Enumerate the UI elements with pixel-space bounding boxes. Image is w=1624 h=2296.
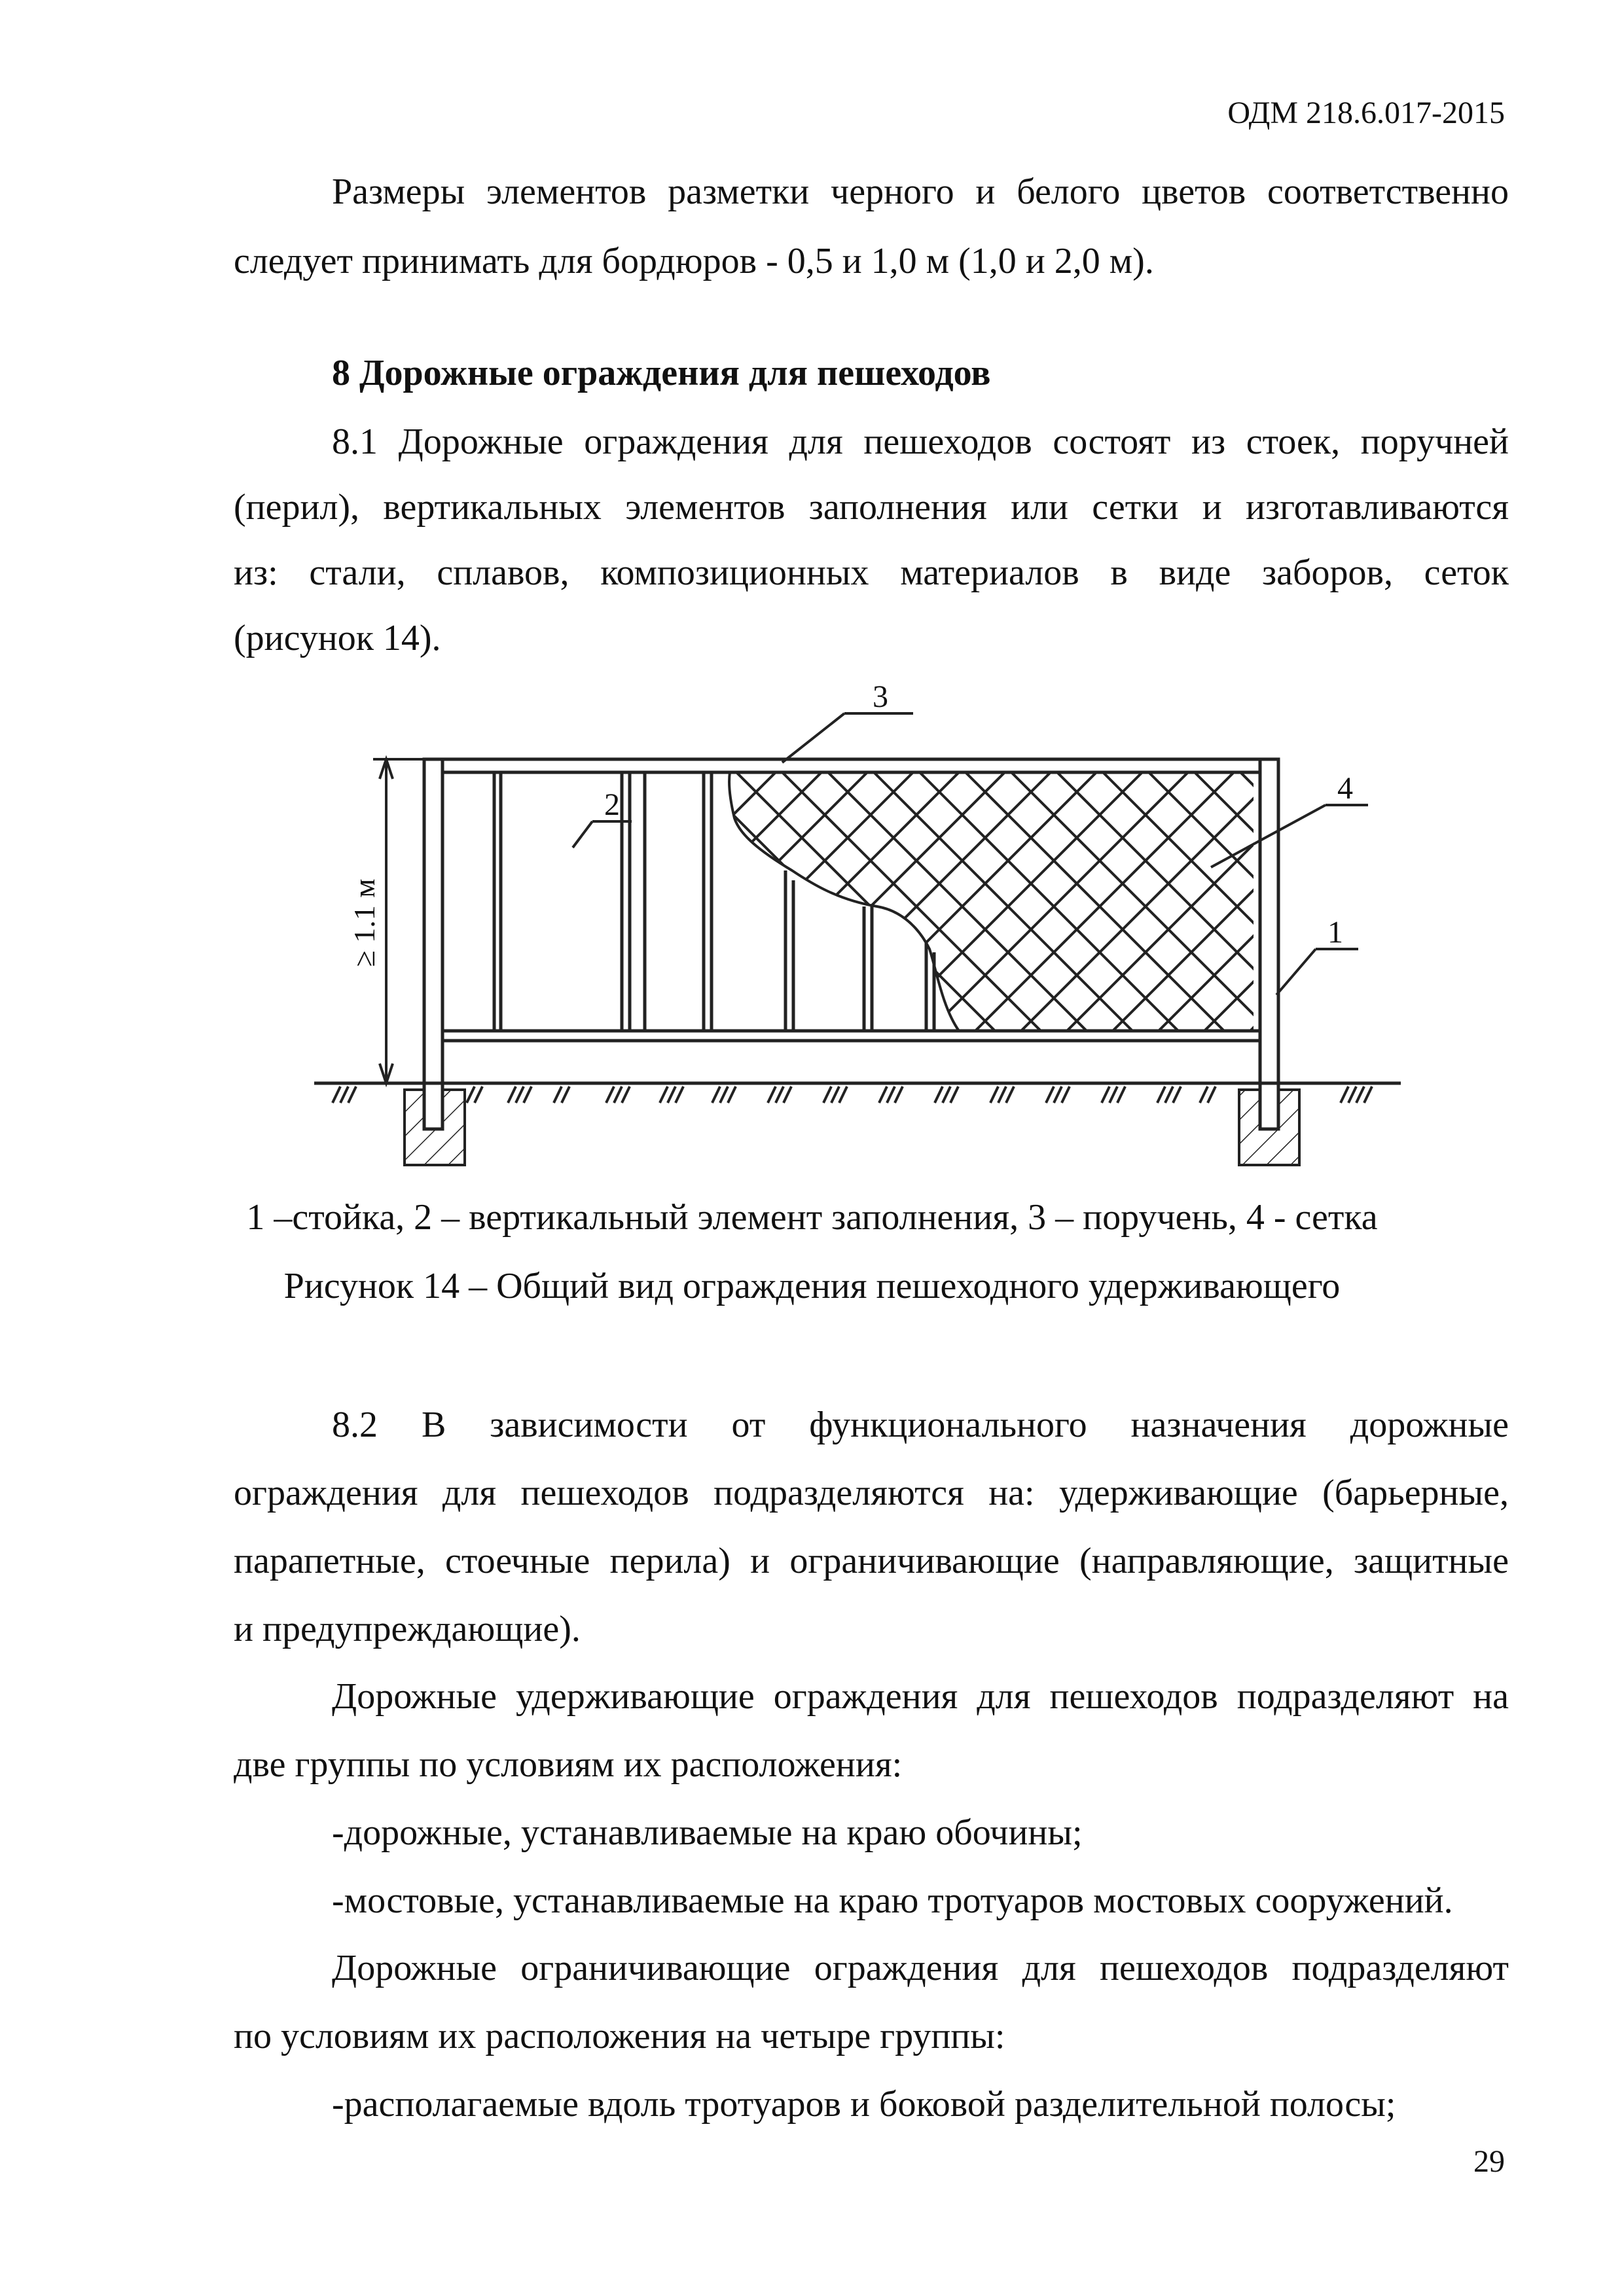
- mesh-tear-edge: [729, 772, 959, 1031]
- paragraph-limiting: [234, 1934, 1509, 2138]
- figure-caption: Рисунок 14 – Общий вид ограждения пешеходного удерживающего: [283, 1266, 1341, 1306]
- list-item: -располагаемые вдоль тротуаров и боковой разделительной полосы;: [332, 2084, 1396, 2125]
- p81-line-3: из: стали, сплавов, композиционных материалов в виде заборов, сеток: [234, 552, 1509, 593]
- p81-line-1: 8.1 Дорожные ограждения для пешеходов состоят из стоек, поручней: [332, 422, 1509, 462]
- intro-line-2: следует принимать для бордюров - 0,5 и 1,0 м (1,0 и 2,0 м).: [234, 241, 1154, 281]
- callout-handrail: [782, 713, 913, 762]
- section-heading: 8 Дорожные ограждения для пешеходов: [332, 353, 991, 393]
- p82-line-3: парапетные, стоечные перила) и ограничивающие (направляющие, защитные: [234, 1541, 1509, 1581]
- p82-line-2: ограждения для пешеходов подразделяются на: удерживающие (барьерные,: [234, 1473, 1509, 1513]
- page-number: 29: [1473, 2144, 1505, 2179]
- post-right: [1260, 759, 1278, 1129]
- list-item: -мостовые, устанавливаемые на краю тротуаров мостовых сооружений.: [332, 1880, 1453, 1921]
- label-1: 1: [1327, 915, 1343, 950]
- intro-line-1: Размеры элементов разметки черного и белого цветов соответственно: [332, 171, 1509, 212]
- label-4: 4: [1337, 771, 1353, 806]
- ground-hatching: [333, 1086, 1372, 1103]
- callout-post: [1276, 949, 1358, 995]
- bottom-rail: [424, 1031, 1276, 1041]
- p82-line-4: и предупреждающие).: [234, 1609, 581, 1649]
- paragraph-8-2: [234, 1391, 1509, 1663]
- p81-line-4: (рисунок 14).: [234, 618, 441, 658]
- limiting-line-2: по условиям их расположения на четыре группы:: [234, 2016, 1005, 2056]
- top-handrail: [424, 759, 1276, 772]
- paragraph-restraining: [234, 1662, 1509, 1935]
- label-2: 2: [604, 787, 620, 822]
- restraining-line-2: две группы по условиям их расположения:: [234, 1744, 903, 1785]
- height-dimension-label: ≥ 1.1 м: [348, 878, 381, 967]
- figure-legend: 1 –стойка, 2 – вертикальный элемент заполнения, 3 – поручень, 4 - сетка: [246, 1197, 1378, 1238]
- label-3: 3: [873, 679, 888, 714]
- list-item: -дорожные, устанавливаемые на краю обочины;: [332, 1812, 1083, 1853]
- mesh: [468, 772, 1509, 1034]
- p81-line-2: (перил), вертикальных элементов заполнения или сетки и изготавливаются: [234, 487, 1509, 528]
- document-code: ОДМ 218.6.017-2015: [1227, 96, 1505, 130]
- restraining-line-1: Дорожные удерживающие ограждения для пешеходов подразделяют на: [332, 1676, 1509, 1717]
- post-left: [424, 759, 442, 1129]
- p82-line-1: 8.2 В зависимости от функционального назначения дорожные: [332, 1405, 1509, 1445]
- limiting-line-1: Дорожные ограничивающие ограждения для пешеходов подразделяют: [332, 1948, 1509, 1988]
